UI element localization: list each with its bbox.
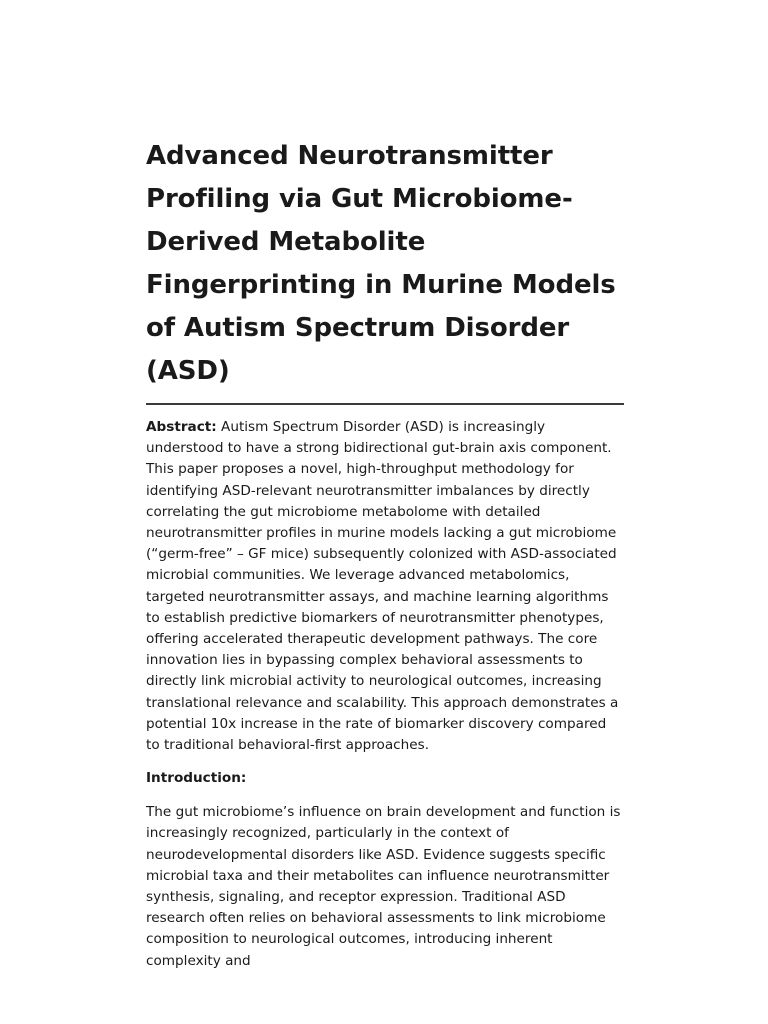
abstract-label: Abstract:	[146, 419, 217, 435]
title-divider	[146, 403, 624, 405]
introduction-paragraph: The gut microbiome’s influence on brain development and function is increasingly recognized, particularly in the context of neurodevelopmental disorders like ASD. Evidence suggests specific microbial taxa and their metabolites can influence neurotransmitter synthesis, signaling, and receptor expression. Traditional ASD research often relies on behavioral assessments to link microbiome composition to neurological outcomes, introducing inherent complexity and	[146, 804, 621, 969]
paper-page	[146, 135, 624, 972]
abstract-text: Autism Spectrum Disorder (ASD) is increasingly understood to have a strong bidirectional gut-brain axis component. This paper proposes a novel, high-throughput methodology for identifying ASD-relevant neurotransmitter imbalances by directly correlating the gut microbiome metabolome with detailed neurotransmitter profiles in murine models lacking a gut microbiome (“germ-free” – GF mice) subsequently colonized with ASD-associated microbial communities. We leverage advanced metabolomics, targeted neurotransmitter assays, and machine learning algorithms to establish predictive biomarkers of neurotransmitter phenotypes, offering accelerated therapeutic development pathways. The core innovation lies in bypassing complex behavioral assessments to directly link microbial activity to neurological outcomes, increasing translational relevance and scalability. This approach demonstrates a potential 10x increase in the rate of biomarker discovery compared to traditional behavioral-first approaches.	[146, 419, 619, 754]
paper-title: Advanced Neurotransmitter Profiling via Gut Microbiome-Derived Metabolite Fingerprinting in Murine Models of Autism Spectrum Disorder (ASD)	[146, 141, 616, 386]
abstract-paragraph	[146, 417, 624, 756]
introduction-heading: Introduction:	[146, 770, 247, 787]
